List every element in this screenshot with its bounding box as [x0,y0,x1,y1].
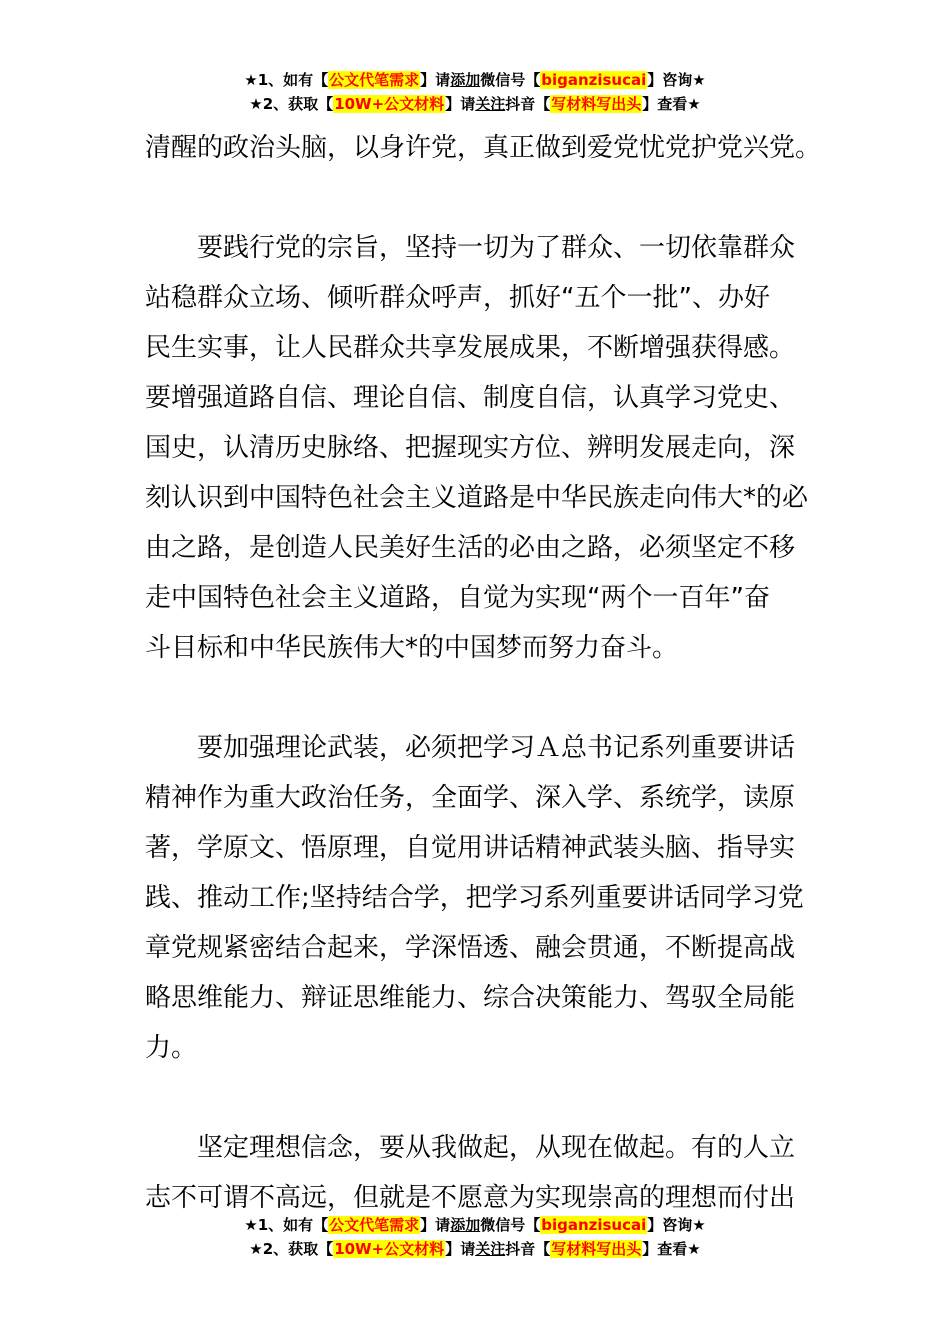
banner-text: ★2、获取【 [249,95,334,113]
banner-highlight: 10W+公文材料 [334,95,445,113]
banner-underlined-text: 添加 [450,1216,481,1234]
paragraph-first-line: 坚定理想信念，要从我做起，从现在做起。有的人立 [197,1133,796,1163]
body-line: 站稳群众立场、倾听群众呼声，抓好“五个一批”、办好 [145,283,770,313]
banner-highlight: 写材料写出头 [551,1240,642,1258]
banner-text: 抖音【 [505,95,551,113]
paragraph-first-line: 要加强理论武装，必须把学习Ａ总书记系列重要讲话 [197,733,796,763]
banner-underlined-text: 关注 [475,1240,506,1258]
banner-line-1 [0,68,950,92]
banner-text: 微信号【 [480,71,541,89]
body-line: 略思维能力、辩证思维能力、综合决策能力、驾驭全局能 [145,983,796,1013]
banner-text: 】请 [420,1216,451,1234]
body-line: 著，学原文、悟原理，自觉用讲话精神武装头脑、指导实 [145,833,796,863]
banner-text: 】请 [445,1240,476,1258]
banner-text: 】查看★ [642,95,701,113]
body-line: 由之路，是创造人民美好生活的必由之路，必须坚定不移 [145,533,796,563]
banner-text: 抖音【 [505,1240,551,1258]
banner-highlight: biganzisucai [541,1216,647,1234]
banner-text: 】咨询★ [647,71,706,89]
body-line: 走中国特色社会主义道路，自觉为实现“两个一百年”奋 [145,583,770,613]
banner-underlined-text: 关注 [475,95,506,113]
footer-banner [0,1213,950,1261]
body-line: 斗目标和中华民族伟大*的中国梦而努力奋斗。 [145,633,679,663]
body-line: 清醒的政治头脑，以身许党，真正做到爱党忧党护党兴党。 [145,133,822,163]
body-line: 刻认识到中国特色社会主义道路是中华民族走向伟大*的必 [145,483,809,513]
banner-text: 】咨询★ [647,1216,706,1234]
body-line: 志不可谓不高远，但就是不愿意为实现崇高的理想而付出 [145,1183,796,1213]
banner-text: 】请 [445,95,476,113]
header-banner [0,68,950,116]
body-line: 章党规紧密结合起来，学深悟透、融会贯通，不断提高战 [145,933,796,963]
banner-highlight: biganzisucai [541,71,647,89]
banner-line-2 [0,92,950,116]
banner-highlight: 公文代笔需求 [329,1216,420,1234]
banner-text: 微信号【 [480,1216,541,1234]
banner-text: 】请 [420,71,451,89]
body-line: 要增强道路自信、理论自信、制度自信，认真学习党史、 [145,383,796,413]
banner-highlight: 10W+公文材料 [334,1240,445,1258]
banner-text: ★2、获取【 [249,1240,334,1258]
paragraph-first-line: 要践行党的宗旨，坚持一切为了群众、一切依靠群众 [197,233,796,263]
banner-line-1 [0,1213,950,1237]
banner-highlight: 写材料写出头 [551,95,642,113]
body-line: 践、推动工作;坚持结合学，把学习系列重要讲话同学习党 [145,883,804,913]
body-line: 精神作为重大政治任务，全面学、深入学、系统学，读原 [145,783,796,813]
banner-text: ★1、如有【 [244,71,329,89]
banner-line-2 [0,1237,950,1261]
banner-underlined-text: 添加 [450,71,481,89]
banner-text: ★1、如有【 [244,1216,329,1234]
banner-highlight: 公文代笔需求 [329,71,420,89]
body-line: 国史，认清历史脉络、把握现实方位、辨明发展走向，深 [145,433,796,463]
body-line: 民生实事，让人民群众共享发展成果，不断增强获得感。 [145,333,796,363]
banner-text: 】查看★ [642,1240,701,1258]
body-line: 力。 [145,1033,198,1063]
